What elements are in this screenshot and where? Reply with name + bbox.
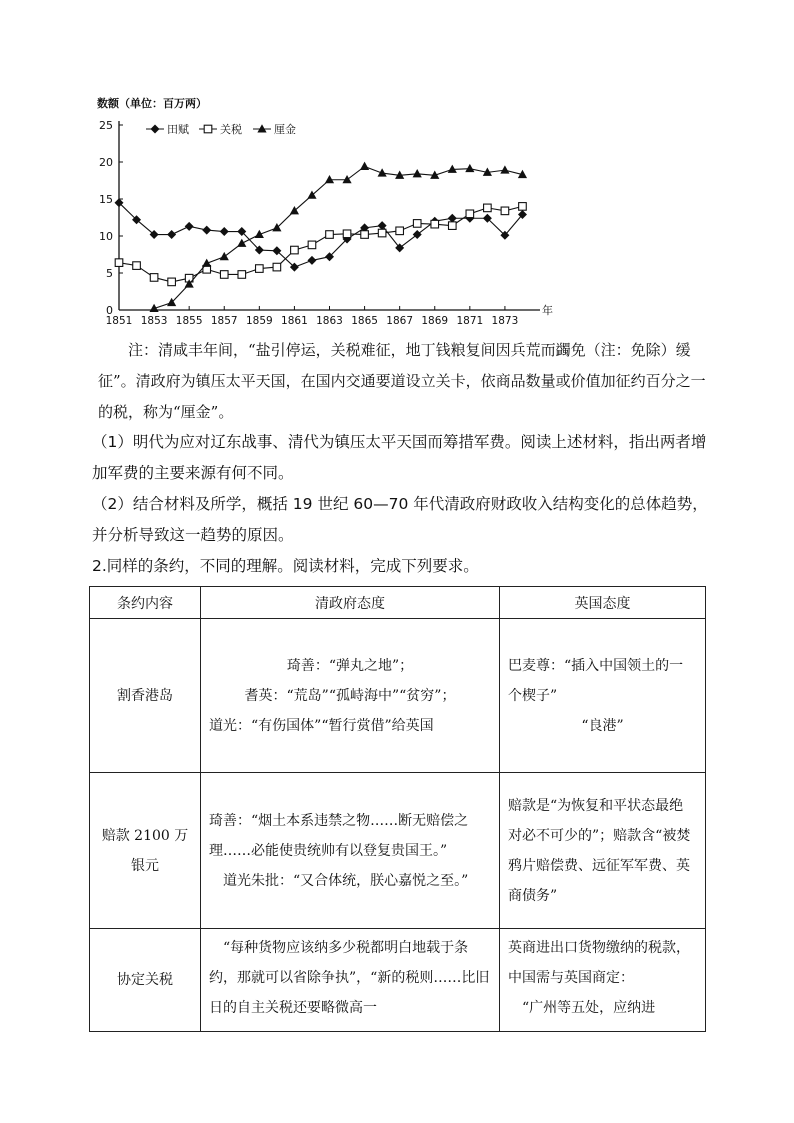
qing-quote: “每种货物应该纳多少税都明白地载于条约，那就可以省除争执”，“新的税则……比旧日的自主关税还要略微高一 <box>209 940 490 1016</box>
x-tick-label: 1855 <box>175 315 203 327</box>
data-point <box>220 227 229 236</box>
data-point <box>343 230 351 238</box>
question-3-intro: 2.同样的条约，不同的理解。阅读材料，完成下列要求。 <box>92 557 479 575</box>
data-point <box>273 263 281 271</box>
chart-axes <box>99 119 553 327</box>
british-quote: “良港” <box>581 717 624 734</box>
qing-attitude <box>201 619 500 773</box>
data-point <box>133 262 141 270</box>
data-point <box>360 162 369 170</box>
data-point <box>325 175 334 183</box>
british-quote: “广州等五处，应纳进 <box>522 1000 656 1016</box>
question-2: （2）结合材料及所学，概括 19 世纪 60—70 年代清政府财政收入结构变化的总体趋势，并分析导致这一趋势的原因。 <box>92 495 708 544</box>
qing-attitude <box>201 773 500 929</box>
data-point <box>151 125 160 134</box>
row-topic: 割香港岛 <box>90 619 201 773</box>
x-tick-label: 1873 <box>491 315 519 327</box>
y-tick-label: 20 <box>99 156 113 169</box>
data-point <box>220 271 228 279</box>
header-topic: 条约内容 <box>90 587 201 619</box>
legend-label: 厘金 <box>274 123 296 136</box>
data-point <box>448 222 456 230</box>
qing-quote: 道光：“有伤国体”“暂行赏借”给英国 <box>209 717 434 734</box>
data-point <box>308 241 316 249</box>
y-tick-label: 25 <box>99 119 113 132</box>
data-point <box>185 222 194 231</box>
data-point <box>413 220 421 228</box>
chart-legend <box>146 122 296 136</box>
x-axis-label: 年 <box>542 304 553 317</box>
data-point <box>115 259 123 267</box>
table-row <box>90 929 706 1032</box>
data-point <box>484 204 492 212</box>
data-point <box>167 230 176 239</box>
table-row <box>90 773 706 929</box>
data-point <box>256 265 264 273</box>
data-point <box>202 226 211 235</box>
qing-quote: 琦善：“弹丸之地”； <box>286 657 414 674</box>
data-point <box>396 227 404 235</box>
data-point <box>342 175 351 183</box>
x-tick-label: 1871 <box>456 315 484 327</box>
chart-series <box>115 162 528 312</box>
qing-quote: 耆英：“荒岛”“孤峙海中”“贫穷”； <box>244 687 456 704</box>
row-topic: 赔款 2100 万银元 <box>90 773 201 929</box>
data-point <box>466 210 474 218</box>
x-tick-label: 1859 <box>245 315 273 327</box>
x-tick-label: 1865 <box>351 315 378 327</box>
data-point <box>237 239 246 247</box>
data-point <box>413 169 422 177</box>
x-tick-label: 1867 <box>386 315 414 327</box>
data-point <box>168 278 176 286</box>
chart-note: 注：清咸丰年间，“盐引停运，关税难征，地丁钱粮复间因兵荒而蠲免（注：免除）缓征”。清政府为镇压太平天国，在国内交通要道设立关卡，依商品数量或价值加征约百分之一的税，称为“厘金”。 <box>98 341 706 421</box>
data-point <box>431 220 439 228</box>
y-axis-label: 数额（单位：百万两） <box>97 97 207 110</box>
qing-quote: 琦善：“烟土本系违禁之物……断无赔偿之理……必能使贵统帅有以登复贵国王。” <box>209 812 469 859</box>
data-point <box>519 203 527 211</box>
y-tick-label: 10 <box>99 230 113 243</box>
data-point <box>501 207 509 215</box>
data-point <box>257 124 266 132</box>
british-quote: 英商进出口货物缴纳的税款，中国需与英国商定： <box>508 940 690 986</box>
legend-label: 关税 <box>220 123 242 136</box>
header-qing: 清政府态度 <box>201 587 500 619</box>
qing-quote: 道光朱批：“又合体统，朕心嘉悦之至。” <box>223 872 469 889</box>
y-tick-label: 15 <box>99 193 113 206</box>
data-point <box>220 252 229 260</box>
british-quote: 赔款是“为恢复和平状态最绝对必不可少的”；赔款含“被焚鸦片赔偿费、远征军军费、英商债务” <box>508 797 691 904</box>
y-tick-label: 0 <box>106 304 113 317</box>
data-point <box>307 256 316 265</box>
table-header-row <box>90 587 706 619</box>
qing-attitude <box>201 929 500 1032</box>
data-point <box>238 271 246 279</box>
x-tick-label: 1869 <box>421 315 449 327</box>
table-row <box>90 619 706 773</box>
y-tick-label: 5 <box>106 267 113 280</box>
data-point <box>291 246 299 254</box>
x-tick-label: 1851 <box>105 315 133 327</box>
data-point <box>378 229 386 237</box>
x-tick-label: 1861 <box>281 315 308 327</box>
data-point <box>413 230 422 239</box>
question-1: （1）明代为应对辽东战事、清代为镇压太平天国而筹措军费。阅读上述材料，指出两者增加军费的主要来源有何不同。 <box>92 433 707 482</box>
revenue-line-chart <box>0 0 794 330</box>
british-attitude <box>500 619 706 773</box>
data-point <box>150 274 158 282</box>
header-britain: 英国态度 <box>500 587 706 619</box>
british-attitude <box>500 929 706 1032</box>
legend-label: 田赋 <box>167 123 189 136</box>
british-quote: 巴麦尊：“插入中国领土的一个楔子” <box>508 657 684 704</box>
data-point <box>326 231 334 239</box>
series-line <box>154 166 522 308</box>
british-attitude <box>500 773 706 929</box>
data-point <box>361 231 369 239</box>
x-tick-label: 1863 <box>316 315 343 327</box>
series-line <box>119 203 522 267</box>
data-point <box>500 165 509 173</box>
row-topic: 协定关税 <box>90 929 201 1032</box>
data-point <box>204 125 212 133</box>
data-point <box>465 164 474 172</box>
x-tick-label: 1857 <box>210 315 238 327</box>
treaty-table <box>89 586 706 1032</box>
x-tick-label: 1853 <box>140 315 168 327</box>
